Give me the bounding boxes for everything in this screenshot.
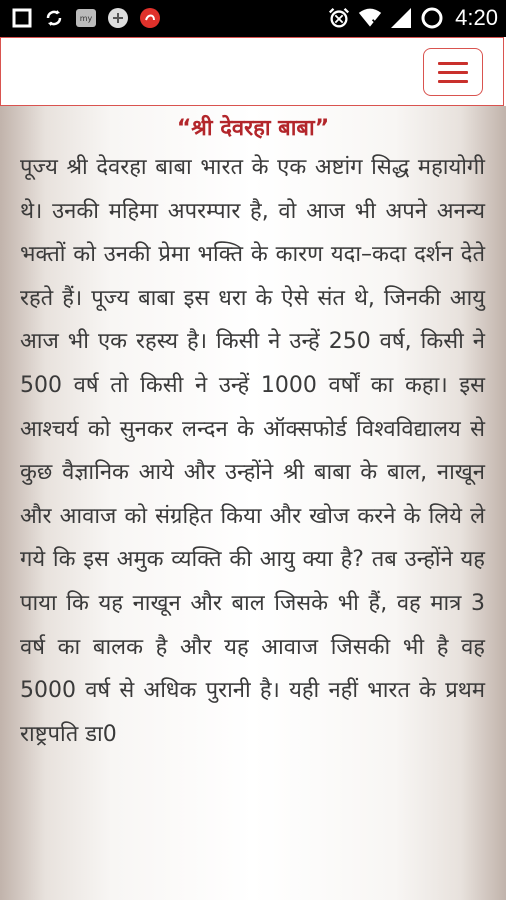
wifi-icon (358, 6, 382, 30)
app-logo-notification-icon (138, 6, 162, 30)
app-notification-icon (74, 6, 98, 30)
alarm-icon (327, 6, 351, 30)
article-content (0, 106, 506, 900)
system-icons (327, 5, 498, 31)
notification-icons (10, 6, 162, 30)
game-notification-icon (106, 6, 130, 30)
signal-icon (389, 6, 413, 30)
status-bar (0, 0, 506, 37)
article-body: पूज्य श्री देवरहा बाबा भारत के एक अष्टांग सिद्ध महायोगी थे। उनकी महिमा अपरम्पार है, वो आज भी अपने अनन्य भक्तों को उनकी प्रेमा भक्ति के कारण यदा–कदा दर्शन देते रहते हैं। पूज्य बाबा इस धरा के ऐसे संत थे, जिनकी आयु आज भी एक रहस्य है। किसी ने उन्हें 250 वर्ष, किसी ने 500 वर्ष तो किसी ने उन्हें 1000 वर्षों का कहा। इस आश्चर्य को सुनकर लन्दन के ऑक्सफोर्ड विश्वविद्यालय से कुछ वैज्ञानिक आये और उन्होंने श्री बाबा के बाल, नाखून और आवाज को संग्रहित किया और खोज करने के लिये ले गये कि इस अमुक व्यक्ति की आयु क्या है? तब उन्होंने यह पाया कि यह नाखून और बाल जिसके भी हैं, वह मात्र 3 वर्ष का बालक है और यह आवाज जिसकी भी है वह 5000 वर्ष से अधिक पुरानी है। यही नहीं भारत के प्रथम राष्ट्रपति डा0 (20, 155, 485, 747)
sync-notification-icon (42, 6, 66, 30)
hamburger-menu-icon[interactable] (423, 48, 483, 96)
svg-text:my: my (79, 14, 93, 23)
app-header (0, 37, 504, 106)
article-title: “श्री देवरहा बाबा” (176, 116, 330, 141)
status-time: 4:20 (455, 5, 498, 30)
battery-icon (420, 6, 444, 30)
square-notification-icon (10, 6, 34, 30)
